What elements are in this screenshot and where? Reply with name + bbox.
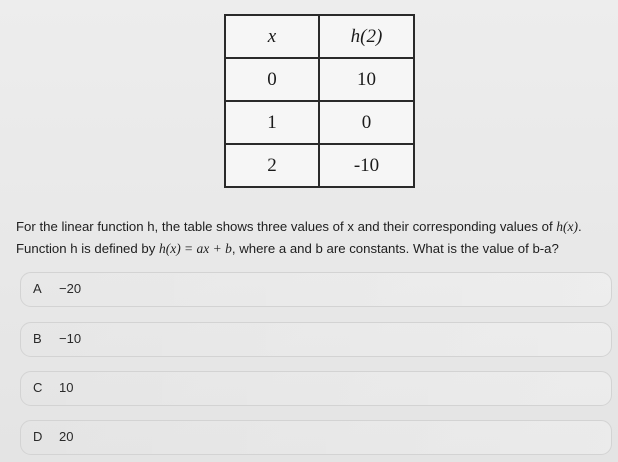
question-line-1	[16, 216, 608, 238]
table-row	[225, 58, 414, 101]
table-cell-h: 10	[319, 58, 414, 101]
table-row	[225, 101, 414, 144]
table-cell-x: 0	[225, 58, 319, 101]
choice-letter: B	[33, 331, 42, 346]
table-cell-x: 1	[225, 101, 319, 144]
question-text	[16, 216, 608, 260]
choice-value: 20	[59, 429, 74, 444]
table-row	[225, 144, 414, 187]
question-line-2-math: h(x) = ax + b	[158, 241, 232, 256]
table-cell-h: -10	[319, 144, 414, 187]
choice-letter: C	[33, 380, 43, 395]
question-line-1-math: h(x)	[556, 219, 579, 234]
values-table	[224, 14, 415, 188]
question-line-2-end: , where a and b are constants. What is the value of b-a?	[231, 241, 559, 256]
answer-choice-d[interactable]	[20, 420, 612, 455]
choice-letter: A	[33, 281, 42, 296]
question-line-2	[16, 238, 608, 260]
answer-choice-b[interactable]	[20, 322, 612, 357]
answer-choice-a[interactable]	[20, 272, 612, 307]
question-line-1-text: For the linear function h, the table shows three values of x and their corresponding values of	[16, 219, 557, 234]
table-cell-x: 2	[225, 144, 319, 187]
table-cell-h: 0	[319, 101, 414, 144]
answer-choice-c[interactable]	[20, 371, 612, 406]
table-header-row	[225, 15, 414, 58]
choice-value: 10	[59, 380, 74, 395]
header-x: x	[225, 15, 319, 58]
choice-value: −20	[59, 281, 82, 296]
choice-value: −10	[59, 331, 82, 346]
choice-letter: D	[33, 429, 43, 444]
header-h: h(2)	[319, 15, 414, 58]
question-line-1-end: .	[578, 219, 582, 234]
question-line-2-start: Function h is defined by	[16, 241, 159, 256]
